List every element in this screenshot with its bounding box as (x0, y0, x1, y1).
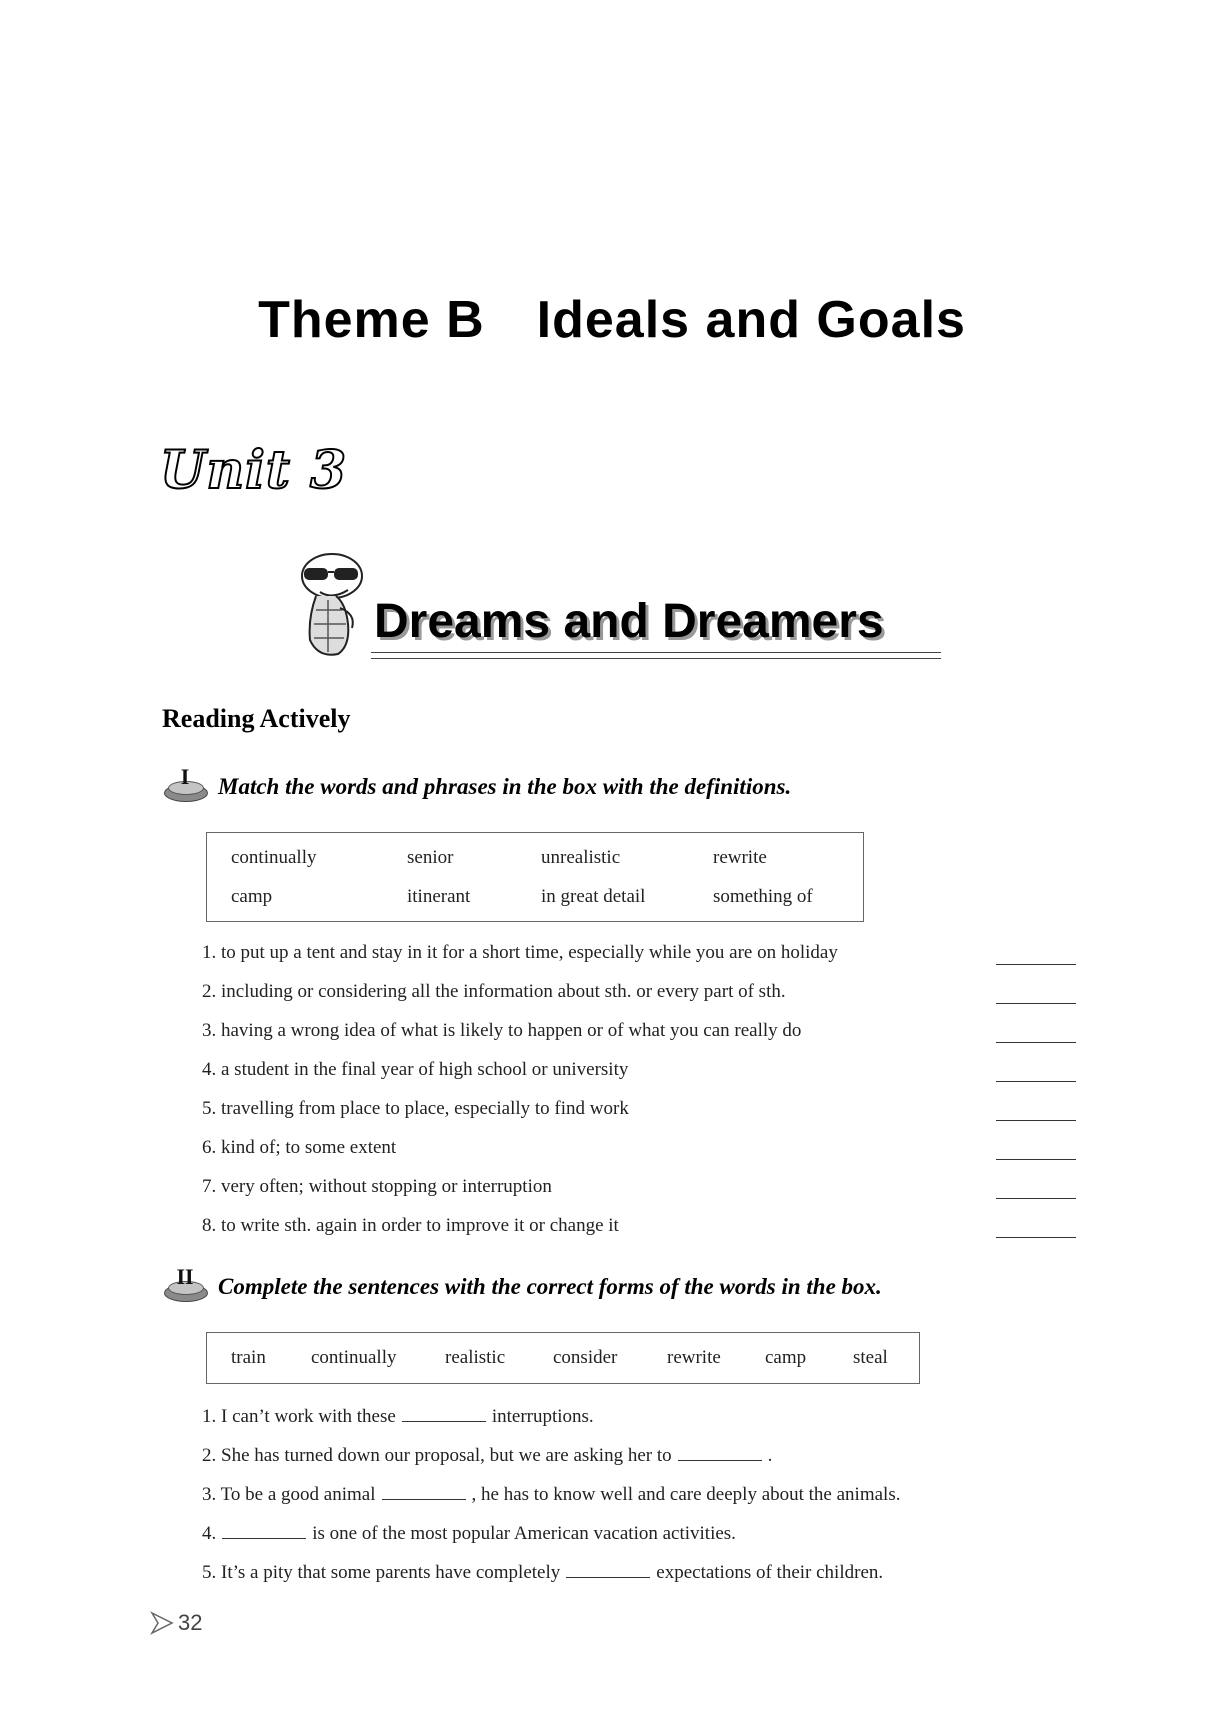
sentence-text-after: is one of the most popular American vacation activities. (312, 1523, 736, 1544)
answer-blank[interactable] (996, 1003, 1076, 1004)
fill-blank[interactable] (222, 1520, 306, 1539)
sentence-item (202, 1442, 772, 1467)
exercise2-header (162, 1264, 882, 1304)
fill-blank[interactable] (566, 1559, 650, 1578)
sentence-text-after: . (767, 1445, 773, 1466)
definition-item: 1. to put up a tent and stay in it for a short time, especially while you are on holiday (202, 942, 838, 963)
word-box-1-word: something of (713, 886, 813, 907)
fill-blank[interactable] (382, 1481, 466, 1500)
exercise2-instruction: Complete the sentences with the correct forms of the words in the box. (218, 1274, 882, 1299)
definition-item: 7. very often; without stopping or interruption (202, 1176, 552, 1197)
word-box-1-word: unrealistic (541, 847, 621, 868)
answer-blank[interactable] (996, 1237, 1076, 1238)
sentence-text-before: 1. I can’t work with these (202, 1406, 396, 1427)
answer-blank[interactable] (996, 1042, 1076, 1043)
exercise1-header (162, 764, 792, 804)
sentence-text-before: 4. (202, 1523, 217, 1544)
word-box-1-word: in great detail (541, 886, 646, 907)
word-box-2-word: train (231, 1347, 266, 1368)
word-box-1-word: continually (231, 847, 317, 868)
word-box-2-word: steal (853, 1347, 888, 1368)
word-box-2 (206, 1332, 920, 1384)
exercise1-number: I (180, 764, 190, 789)
section-heading: Reading Actively (162, 704, 351, 733)
title-underline (371, 652, 941, 659)
exercise2-number: II (176, 1264, 194, 1289)
sentence-item (202, 1520, 736, 1545)
answer-blank[interactable] (996, 964, 1076, 965)
page-number (150, 1610, 202, 1636)
sentence-item (202, 1403, 594, 1428)
theme-name: Ideals and Goals (536, 291, 966, 349)
sentence-text-before: 3. To be a good animal (202, 1484, 376, 1505)
exercise-number-icon (162, 764, 208, 804)
word-box-1-word: itinerant (407, 886, 471, 907)
answer-blank[interactable] (996, 1081, 1076, 1082)
definition-item: 5. travelling from place to place, especially to find work (202, 1098, 629, 1119)
page-number-text: 32 (178, 1610, 203, 1635)
definition-item: 3. having a wrong idea of what is likely to happen or of what you can really do (202, 1020, 802, 1041)
definition-item: 8. to write sth. again in order to improve it or change it (202, 1215, 619, 1236)
exercise-number-icon (162, 1264, 208, 1304)
word-box-2-word: camp (765, 1347, 807, 1368)
word-box-1-word: senior (407, 847, 454, 868)
unit-title: Dreams and Dreamers (374, 595, 884, 648)
word-box-1 (206, 832, 864, 922)
definition-item: 6. kind of; to some extent (202, 1137, 397, 1158)
definition-item: 2. including or considering all the information about sth. or every part of sth. (202, 981, 786, 1002)
sentence-item (202, 1559, 883, 1584)
theme-title (0, 290, 1224, 350)
unit-label: Unit 3 (160, 440, 348, 501)
turtle-mascot-icon (290, 548, 370, 660)
sentence-text-after: interruptions. (491, 1406, 594, 1427)
word-box-2-word: rewrite (667, 1347, 721, 1368)
page-arrow-icon (150, 1611, 174, 1635)
word-box-1-word: camp (231, 886, 273, 907)
exercise1-instruction: Match the words and phrases in the box with the definitions. (218, 774, 792, 799)
word-box-1-word: rewrite (713, 847, 767, 868)
word-box-2-word: realistic (445, 1347, 506, 1368)
word-box-2-word: continually (311, 1347, 397, 1368)
sentence-text-after: expectations of their children. (656, 1562, 884, 1583)
sentence-text-after: , he has to know well and care deeply about the animals. (471, 1484, 901, 1505)
word-box-2-word: consider (553, 1347, 618, 1368)
definition-item: 4. a student in the final year of high school or university (202, 1059, 629, 1080)
answer-blank[interactable] (996, 1198, 1076, 1199)
sentence-text-before: 2. She has turned down our proposal, but we are asking her to (202, 1445, 672, 1466)
fill-blank[interactable] (402, 1403, 486, 1422)
answer-blank[interactable] (996, 1159, 1076, 1160)
fill-blank[interactable] (678, 1442, 762, 1461)
sentence-text-before: 5. It’s a pity that some parents have completely (202, 1562, 561, 1583)
theme-label: Theme B (258, 291, 485, 349)
answer-blank[interactable] (996, 1120, 1076, 1121)
sentence-item (202, 1481, 900, 1506)
